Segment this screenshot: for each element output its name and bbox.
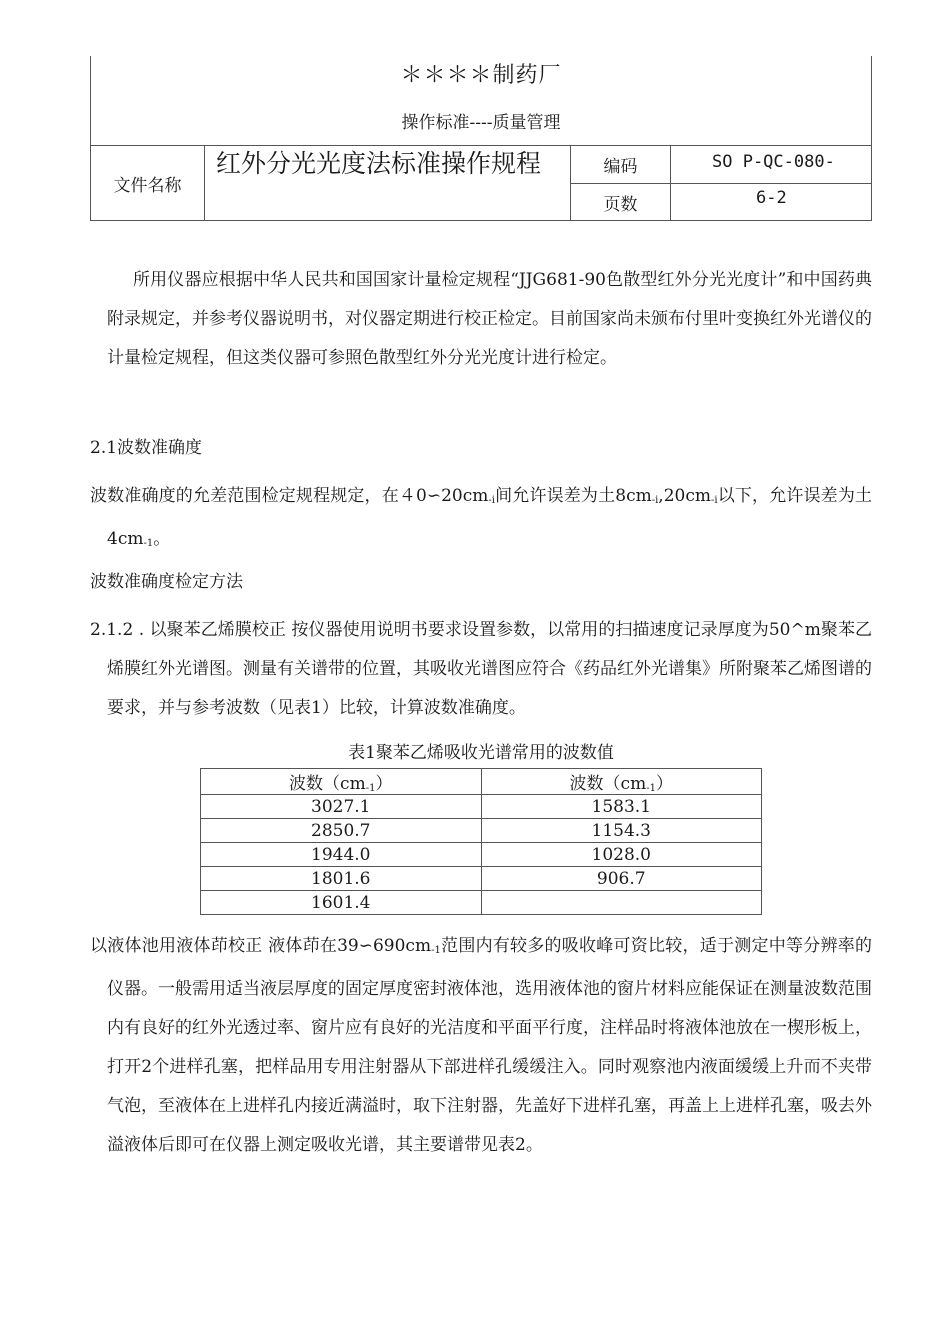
section-2-1-heading: 2.1波数准确度 [90,438,203,458]
header-left-b: ） [375,774,393,794]
polystyrene-text: 2.1.2 . 以聚苯乙烯膜校正 按仪器使用说明书要求设置参数，以常用的扫描速度记录厚度为50^m聚苯乙烯膜红外光谱图。测量有关谱带的位置，其吸收光谱图应符合《药品红外光谱集》所附聚苯乙烯图谱的要求，并与参考波数（见表1）比较，计算波数准确度。 [90,620,872,718]
table-cell: 1944.0 [201,843,482,867]
page-value: 6-2 [756,188,787,208]
wavenumber-table [200,768,762,915]
code-label: 编码 [603,157,638,177]
code-value: SO P-QC-080- [712,152,835,172]
table-header-right [481,769,762,795]
tolerance-sub-3: -i [710,495,718,506]
header-col-line-1 [204,145,205,221]
table-cell: 1028.0 [481,843,762,867]
table-cell: 1583.1 [481,795,762,819]
liquid-text-a: 以液体池用液体茚校正 液体茚在39∽690cm [90,936,432,956]
table-cell: 3027.1 [201,795,482,819]
document-title: 红外分光光度法标准操作规程 [216,149,542,178]
liquid-cell-paragraph [90,927,872,1165]
header-subtitle: 操作标准----质量管理 [401,113,561,133]
tolerance-text-c: ,20cm [658,486,711,506]
table-row [201,891,762,915]
company-name: ＊＊＊＊制药厂 [400,63,562,88]
table-row [201,819,762,843]
method-heading: 波数准确度检定方法 [90,572,243,592]
header-bottom-border [90,220,872,221]
table-row [201,843,762,867]
table1-caption: 表1聚苯乙烯吸收光谱常用的波数值 [348,743,614,763]
table-row [201,867,762,891]
tolerance-sub-2: -i [651,495,659,506]
liquid-sub: -1 [431,945,441,956]
header-right-sub: -1 [646,783,656,794]
table-cell: 1801.6 [201,867,482,891]
intro-text: 所用仪器应根据中华人民共和国国家计量检定规程“JJG681-90色散型红外分光光度计”和中国药典附录规定，并参考仪器说明书，对仪器定期进行校正检定。目前国家尚未颁布付里叶变换红外光谱仪的计量检定规程，但这类仪器可参照色散型红外分光光度计进行检定。 [107,270,872,368]
tolerance-sub-4: -1 [143,538,154,549]
file-name-label: 文件名称 [113,175,182,196]
table-cell [481,891,762,915]
page-label: 页数 [603,194,638,215]
header-left-sub: -1 [365,783,376,794]
tolerance-text-b: 间允许误差为土8cm [494,486,652,506]
tolerance-text-d: 以下，允许误差为土 4cm [107,486,873,549]
table-row [201,795,762,819]
header-right-b: ） [655,774,673,794]
tolerance-text-e: 。 [153,529,171,549]
tolerance-sub-1: -i [488,495,495,506]
header-left-a: 波数（cm [289,774,366,794]
tolerance-text-a: 波数准确度的允差范围检定规程规定，在４0∽20cm [90,486,489,506]
liquid-text-b: 范围内有较多的吸收峰可资比较，适于测定中等分辨率的仪器。一般需用适当液层厚度的固定厚度密封液体池，选用液体池的窗片材料应能保证在测量波数范围内有良好的红外光透过率、窗片应有良好的光洁度和平面平行度，注样品时将液体池放在一楔形板上，打开2个进样孔塞，把样品用专用注射器从下部进样孔缓缓注入。同时观察池内液面缓缓上升而不夹带气泡，至液体在上进样孔内接近满溢时，取下注射器，先盖好下进样孔塞，再盖上上进样孔塞，吸去外溢液体后即可在仪器上测定吸收光谱，其主要谱带见表2。 [107,936,872,1155]
polystyrene-paragraph [90,611,872,728]
table-header-row [201,769,762,795]
table-cell: 1154.3 [481,819,762,843]
table-header-left [201,769,482,795]
table-cell: 906.7 [481,867,762,891]
table-cell: 2850.7 [201,819,482,843]
intro-paragraph [90,261,872,378]
table-cell: 1601.4 [201,891,482,915]
header-right-a: 波数（cm [569,774,647,794]
tolerance-paragraph [90,477,872,563]
